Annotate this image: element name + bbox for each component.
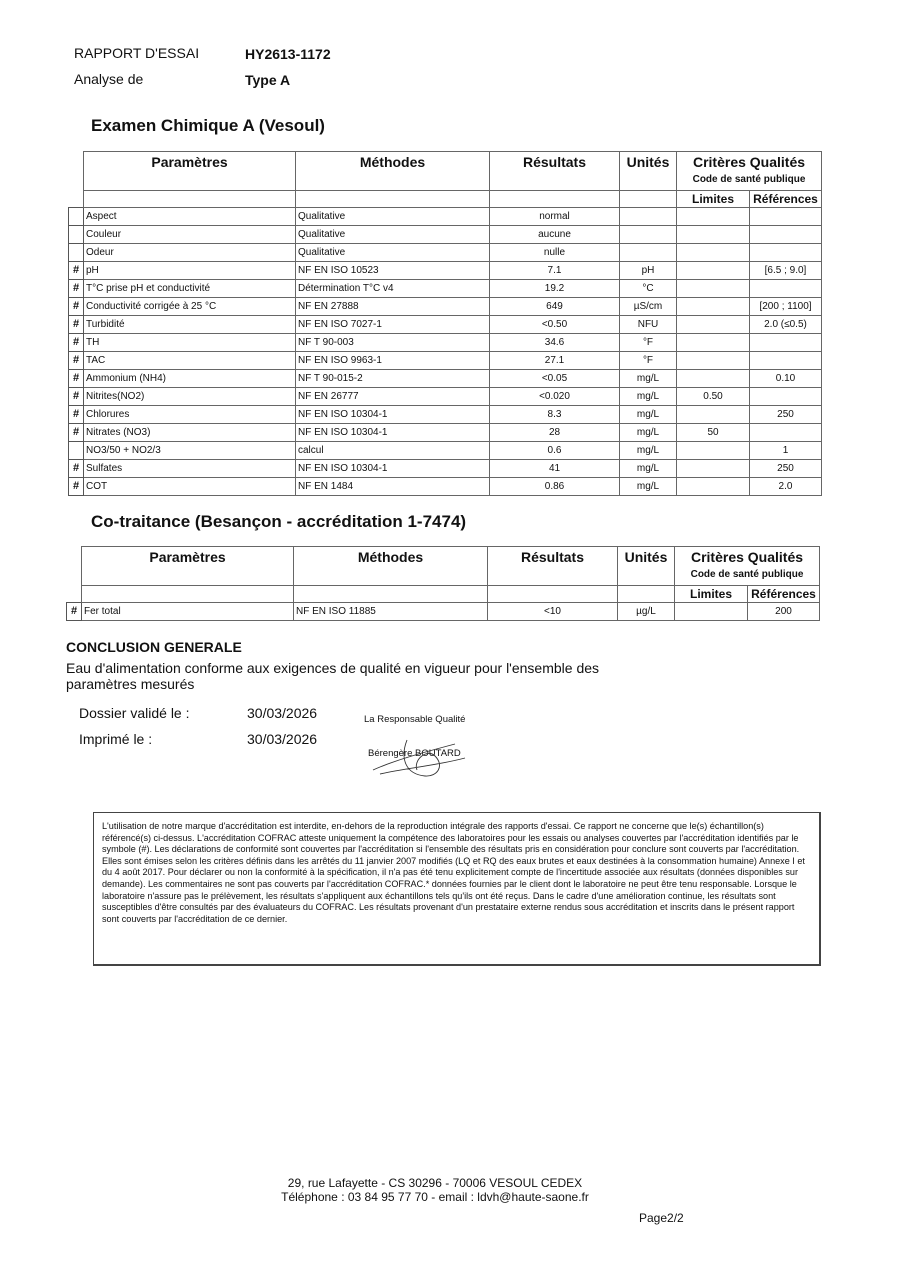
table-row bbox=[69, 424, 822, 442]
method-cell: NF EN ISO 10304-1 bbox=[296, 424, 490, 442]
criteres-label: Critères Qualités bbox=[692, 154, 806, 170]
col-resultats: Résultats bbox=[490, 152, 620, 191]
reference-cell: 250 bbox=[750, 406, 822, 424]
limit-cell bbox=[677, 478, 750, 496]
accreditation-mark bbox=[69, 208, 84, 226]
method-cell: NF EN ISO 10304-1 bbox=[296, 406, 490, 424]
result-cell: 19.2 bbox=[490, 280, 620, 298]
result-cell: aucune bbox=[490, 226, 620, 244]
param-cell: Fer total bbox=[82, 603, 294, 621]
code-sante-label: Code de santé publique bbox=[692, 174, 806, 185]
table-row bbox=[67, 603, 820, 621]
limit-cell: 0.50 bbox=[677, 388, 750, 406]
accreditation-mark: # bbox=[69, 370, 84, 388]
method-cell: NF EN 1484 bbox=[296, 478, 490, 496]
section-title-cotraitance: Co-traitance (Besançon - accréditation 1-7474) bbox=[91, 512, 467, 531]
signatory-role: La Responsable Qualité bbox=[364, 714, 466, 725]
result-cell: 28 bbox=[490, 424, 620, 442]
limit-cell bbox=[677, 406, 750, 424]
table-row bbox=[69, 370, 822, 388]
col-methodes: Méthodes bbox=[294, 547, 488, 586]
reference-cell bbox=[750, 388, 822, 406]
reference-cell bbox=[750, 226, 822, 244]
param-cell: Sulfates bbox=[84, 460, 296, 478]
method-cell: NF EN ISO 11885 bbox=[294, 603, 488, 621]
param-cell: Conductivité corrigée à 25 °C bbox=[84, 298, 296, 316]
result-cell: <0.05 bbox=[490, 370, 620, 388]
param-cell: NO3/50 + NO2/3 bbox=[84, 442, 296, 460]
unit-cell: pH bbox=[620, 262, 677, 280]
method-cell: Qualitative bbox=[296, 226, 490, 244]
table-row bbox=[69, 388, 822, 406]
limit-cell bbox=[677, 442, 750, 460]
result-cell: 7.1 bbox=[490, 262, 620, 280]
result-cell: 0.6 bbox=[490, 442, 620, 460]
result-cell: 27.1 bbox=[490, 352, 620, 370]
result-cell: 0.86 bbox=[490, 478, 620, 496]
reference-cell bbox=[750, 334, 822, 352]
table-row bbox=[69, 334, 822, 352]
imprime-date: 30/03/2026 bbox=[247, 731, 318, 747]
footer-contact: Téléphone : 03 84 95 77 70 - email : ldvh@haute-saone.fr bbox=[281, 1190, 589, 1204]
reference-cell bbox=[750, 424, 822, 442]
accreditation-mark: # bbox=[69, 298, 84, 316]
limit-cell bbox=[677, 316, 750, 334]
param-cell: Odeur bbox=[84, 244, 296, 262]
method-cell: calcul bbox=[296, 442, 490, 460]
param-cell: TH bbox=[84, 334, 296, 352]
method-cell: NF T 90-015-2 bbox=[296, 370, 490, 388]
conclusion-title: CONCLUSION GENERALE bbox=[66, 639, 242, 655]
method-cell: Qualitative bbox=[296, 208, 490, 226]
unit-cell: NFU bbox=[620, 316, 677, 334]
footer-address: 29, rue Lafayette - CS 30296 - 70006 VESOUL CEDEX bbox=[287, 1176, 583, 1190]
conclusion-text: Eau d'alimentation conforme aux exigences de qualité en vigueur pour l'ensemble des paramètres mesurés bbox=[66, 660, 600, 692]
result-cell: <0.020 bbox=[490, 388, 620, 406]
imprime-label: Imprimé le : bbox=[79, 731, 153, 747]
unit-cell: °F bbox=[620, 334, 677, 352]
limit-cell bbox=[677, 262, 750, 280]
limit-cell bbox=[677, 208, 750, 226]
limit-cell bbox=[675, 603, 748, 621]
reference-cell bbox=[750, 352, 822, 370]
col-methodes: Méthodes bbox=[296, 152, 490, 191]
col-limites: Limites bbox=[675, 586, 748, 603]
accreditation-mark: # bbox=[69, 388, 84, 406]
table-row bbox=[69, 352, 822, 370]
col-unites: Unités bbox=[618, 547, 675, 586]
result-cell: 649 bbox=[490, 298, 620, 316]
method-cell: NF EN ISO 9963-1 bbox=[296, 352, 490, 370]
accreditation-mark: # bbox=[69, 352, 84, 370]
accreditation-mark bbox=[69, 226, 84, 244]
param-cell: Nitrates (NO3) bbox=[84, 424, 296, 442]
table-row bbox=[69, 478, 822, 496]
accreditation-mark: # bbox=[69, 334, 84, 352]
unit-cell: mg/L bbox=[620, 424, 677, 442]
unit-cell: mg/L bbox=[620, 370, 677, 388]
param-cell: Chlorures bbox=[84, 406, 296, 424]
limit-cell bbox=[677, 298, 750, 316]
hash-column-header bbox=[69, 152, 84, 191]
unit-cell: mg/L bbox=[620, 388, 677, 406]
result-cell: <0.50 bbox=[490, 316, 620, 334]
param-cell: Nitrites(NO2) bbox=[84, 388, 296, 406]
result-cell: 8.3 bbox=[490, 406, 620, 424]
col-limites: Limites bbox=[677, 191, 750, 208]
param-cell: Turbidité bbox=[84, 316, 296, 334]
accreditation-mark: # bbox=[69, 280, 84, 298]
reference-cell: 2.0 (≤0.5) bbox=[750, 316, 822, 334]
result-cell: <10 bbox=[488, 603, 618, 621]
code-sante-label: Code de santé publique bbox=[690, 569, 804, 580]
table-row bbox=[69, 280, 822, 298]
col-resultats: Résultats bbox=[488, 547, 618, 586]
accreditation-mark: # bbox=[67, 603, 82, 621]
col-unites: Unités bbox=[620, 152, 677, 191]
method-cell: NF T 90-003 bbox=[296, 334, 490, 352]
param-cell: Couleur bbox=[84, 226, 296, 244]
table-row bbox=[69, 208, 822, 226]
method-cell: Qualitative bbox=[296, 244, 490, 262]
accreditation-mark: # bbox=[69, 406, 84, 424]
limit-cell bbox=[677, 226, 750, 244]
method-cell: NF EN 26777 bbox=[296, 388, 490, 406]
accreditation-mark bbox=[69, 442, 84, 460]
table-row bbox=[69, 442, 822, 460]
method-cell: NF EN ISO 10304-1 bbox=[296, 460, 490, 478]
limit-cell bbox=[677, 280, 750, 298]
method-cell: Détermination T°C v4 bbox=[296, 280, 490, 298]
unit-cell bbox=[620, 244, 677, 262]
reference-cell: 0.10 bbox=[750, 370, 822, 388]
limit-cell bbox=[677, 334, 750, 352]
method-cell: NF EN 27888 bbox=[296, 298, 490, 316]
unit-cell bbox=[620, 208, 677, 226]
result-cell: nulle bbox=[490, 244, 620, 262]
unit-cell: µS/cm bbox=[620, 298, 677, 316]
signature-scribble bbox=[365, 730, 475, 782]
unit-cell: mg/L bbox=[620, 442, 677, 460]
table-row bbox=[69, 226, 822, 244]
reference-cell: 1 bbox=[750, 442, 822, 460]
limit-cell: 50 bbox=[677, 424, 750, 442]
limit-cell bbox=[677, 352, 750, 370]
accreditation-mark: # bbox=[69, 262, 84, 280]
unit-cell bbox=[620, 226, 677, 244]
signatory-name: Bérengère BOUTARD bbox=[368, 748, 461, 759]
accreditation-mark bbox=[69, 244, 84, 262]
reference-cell: [6.5 ; 9.0] bbox=[750, 262, 822, 280]
table-row bbox=[69, 298, 822, 316]
reference-cell bbox=[750, 208, 822, 226]
results-table-chimique bbox=[68, 151, 822, 496]
report-label: RAPPORT D'ESSAI bbox=[74, 45, 200, 61]
analysis-type: Type A bbox=[245, 72, 291, 88]
method-cell: NF EN ISO 7027-1 bbox=[296, 316, 490, 334]
table-row bbox=[69, 244, 822, 262]
param-cell: Ammonium (NH4) bbox=[84, 370, 296, 388]
param-cell: COT bbox=[84, 478, 296, 496]
limit-cell bbox=[677, 370, 750, 388]
accreditation-mark: # bbox=[69, 424, 84, 442]
reference-cell: 2.0 bbox=[750, 478, 822, 496]
param-cell: TAC bbox=[84, 352, 296, 370]
col-references: Références bbox=[748, 586, 820, 603]
col-parametres: Paramètres bbox=[84, 152, 296, 191]
section-title-chimique: Examen Chimique A (Vesoul) bbox=[91, 116, 325, 135]
unit-cell: mg/L bbox=[620, 406, 677, 424]
results-table-cotraitance bbox=[66, 546, 820, 621]
unit-cell: °F bbox=[620, 352, 677, 370]
table-row bbox=[69, 316, 822, 334]
table-row bbox=[69, 406, 822, 424]
unit-cell: °C bbox=[620, 280, 677, 298]
col-criteres bbox=[677, 152, 822, 191]
reference-cell: 200 bbox=[748, 603, 820, 621]
accreditation-mark: # bbox=[69, 460, 84, 478]
reference-cell: 250 bbox=[750, 460, 822, 478]
col-references: Références bbox=[750, 191, 822, 208]
unit-cell: mg/L bbox=[620, 478, 677, 496]
param-cell: Aspect bbox=[84, 208, 296, 226]
table-row bbox=[69, 460, 822, 478]
dossier-valide-label: Dossier validé le : bbox=[79, 705, 190, 721]
report-number: HY2613-1172 bbox=[245, 46, 331, 62]
result-cell: 34.6 bbox=[490, 334, 620, 352]
param-cell: T°C prise pH et conductivité bbox=[84, 280, 296, 298]
unit-cell: µg/L bbox=[618, 603, 675, 621]
reference-cell bbox=[750, 244, 822, 262]
limit-cell bbox=[677, 244, 750, 262]
param-cell: pH bbox=[84, 262, 296, 280]
table-row bbox=[69, 262, 822, 280]
criteres-label: Critères Qualités bbox=[690, 549, 804, 565]
page-number: Page2/2 bbox=[639, 1211, 684, 1225]
reference-cell bbox=[750, 280, 822, 298]
reference-cell: [200 ; 1100] bbox=[750, 298, 822, 316]
method-cell: NF EN ISO 10523 bbox=[296, 262, 490, 280]
result-cell: 41 bbox=[490, 460, 620, 478]
limit-cell bbox=[677, 460, 750, 478]
dossier-valide-date: 30/03/2026 bbox=[247, 705, 318, 721]
accreditation-mark: # bbox=[69, 478, 84, 496]
accreditation-disclaimer: L'utilisation de notre marque d'accréditation est interdite, en-dehors de la reproduction intégrale des rapports d'essai. Ce rapport ne concerne que le(s) échantillon(s) référencé(s) ci-dessus. L'accréditation COFRAC atteste uniquement la compétence des laboratoires pour les essais ou analyses couvertes par l'accréditation identifiés par le symbole (#). Les déclarations de conformité sont couvertes par l'accréditation si l'ensemble des résultats pris en considération pour conclure sont couverts par l'accréditation. Elles sont émises selon les critères définis dans les arrêtés du 11 janvier 2007 modifiés (LQ et RQ des eaux brutes et eaux destinées à la consommation humaine) Annexe I et du 4 août 2017. Pour déclarer ou non la conformité à la spécification, il n'a pas été tenu explicitement compte de l'incertitude associée aux résultats (données disponibles sur demande). Les commentaires ne sont pas couverts par l'accréditation COFRAC.* données fournies par le client dont le laboratoire ne peut être tenu responsable. Lorsque le laboratoire n'assure pas le prélèvement, les résultats s'appliquent aux échantillons tels qu'ils ont été reçus. Dans le cadre d'une amélioration continue, les résultats sont susceptibles d'être consultés par des évaluateurs du COFRAC. Les résultats provenant d'un prestataire externe rendus sous accréditation et inscrits dans le présent rapport sont couverts par l'accréditation de ce dernier. bbox=[93, 812, 821, 966]
result-cell: normal bbox=[490, 208, 620, 226]
accreditation-mark: # bbox=[69, 316, 84, 334]
col-criteres bbox=[675, 547, 820, 586]
analysis-label: Analyse de bbox=[74, 71, 144, 87]
col-parametres: Paramètres bbox=[82, 547, 294, 586]
unit-cell: mg/L bbox=[620, 460, 677, 478]
